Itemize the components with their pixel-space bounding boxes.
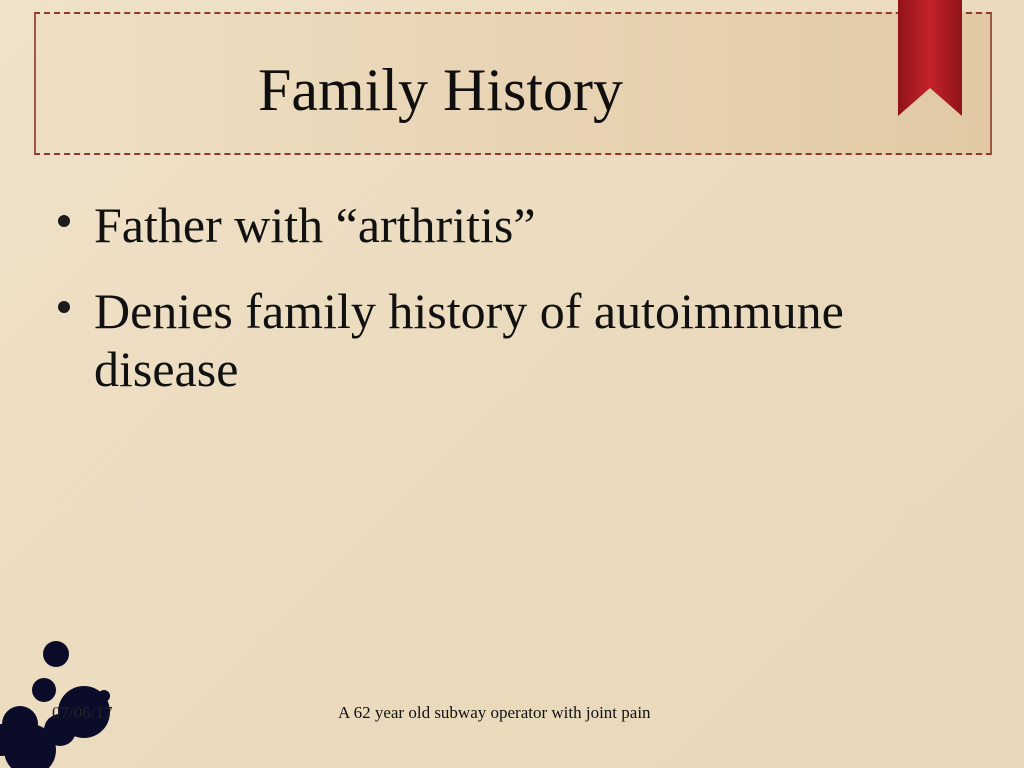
bullet-list — [54, 196, 974, 426]
footer-date: 07/06/17 — [52, 703, 113, 722]
slide-title: Family History — [258, 57, 624, 123]
ink-splatter-decoration — [0, 620, 140, 768]
bullet-item — [54, 282, 974, 398]
bullet-item — [54, 196, 974, 254]
bookmark-ribbon-icon — [898, 0, 962, 116]
footer-text: A 62 year old subway operator with joint pain — [338, 703, 651, 722]
bullet-text: Denies family history of autoimmune disease — [94, 283, 844, 397]
bullet-text: Father with “arthritis” — [94, 197, 536, 253]
bullet-dot-icon — [58, 301, 70, 313]
bullet-dot-icon — [58, 215, 70, 227]
